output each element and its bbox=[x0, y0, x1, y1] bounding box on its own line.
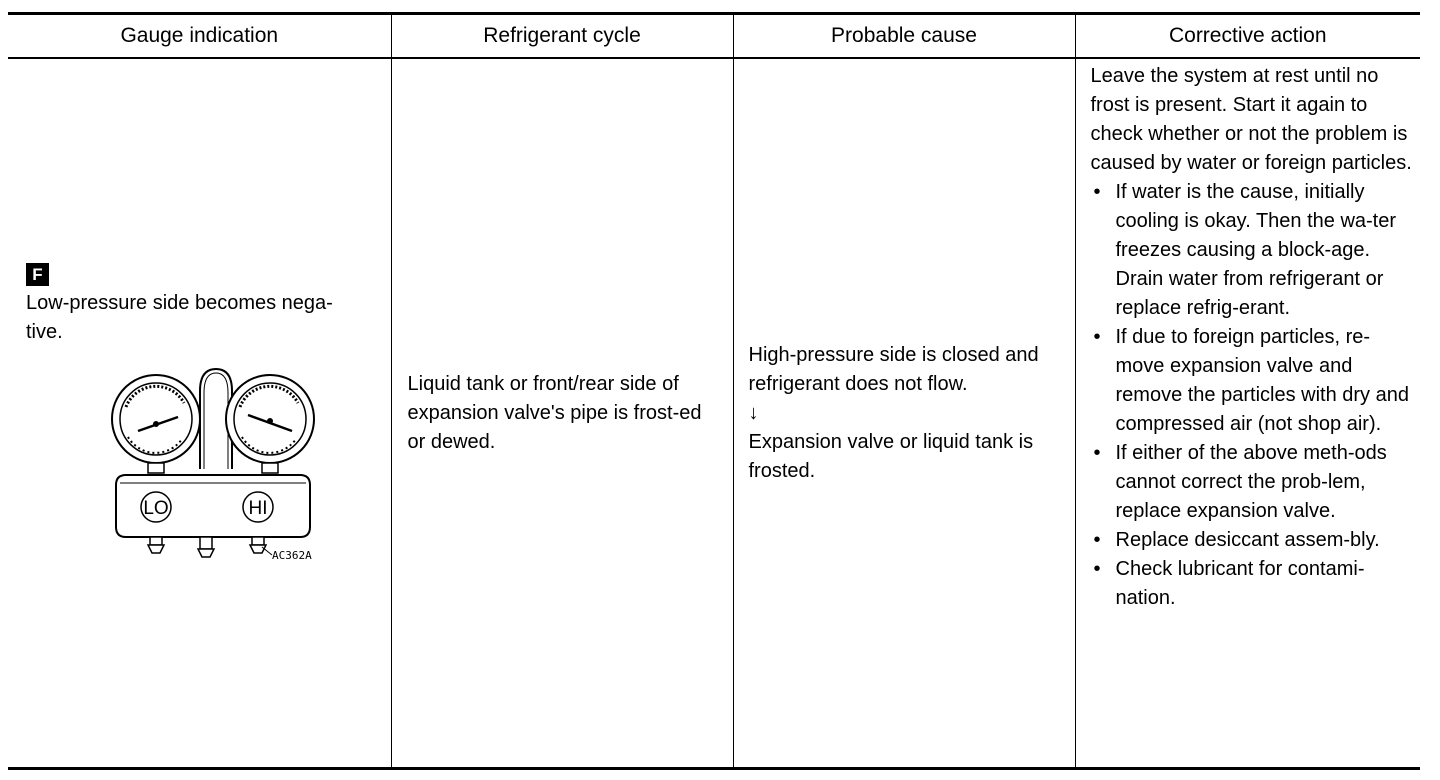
list-item: • Check lubricant for contami-nation. bbox=[1091, 555, 1413, 613]
case-badge: F bbox=[26, 263, 49, 286]
figure-code-label: AC362A bbox=[272, 549, 312, 562]
probable-cause-cell bbox=[733, 58, 1075, 769]
list-item: • Replace desiccant assem-bly. bbox=[1091, 526, 1413, 555]
header-gauge-indication: Gauge indication bbox=[8, 14, 391, 59]
list-item: • If either of the above meth-ods cannot correct the prob-lem, replace expansion valve. bbox=[1091, 439, 1413, 526]
list-item: • If water is the cause, initially cooling is okay. Then the wa-ter freezes causing a block-age. Drain water from refrigerant or replace refrig-erant. bbox=[1091, 178, 1413, 323]
table-row bbox=[8, 58, 1420, 769]
troubleshooting-table bbox=[8, 12, 1420, 770]
list-item: • If due to foreign particles, re-move expansion valve and remove the particles with dry and compressed air (not shop air). bbox=[1091, 323, 1413, 439]
high-pressure-gauge-icon bbox=[226, 375, 314, 473]
action-bullet-list bbox=[1091, 178, 1413, 613]
cause-line-2: Expansion valve or liquid tank is frosted. bbox=[748, 430, 1034, 482]
gauge-indication-text: Low-pressure side becomes nega- tive. bbox=[26, 292, 333, 343]
manifold-gauge-illustration bbox=[96, 351, 326, 566]
header-corrective-action: Corrective action bbox=[1075, 14, 1420, 59]
low-pressure-gauge-icon bbox=[112, 375, 200, 473]
header-refrigerant-cycle: Refrigerant cycle bbox=[391, 14, 733, 59]
corrective-action-cell bbox=[1075, 58, 1420, 769]
refrigerant-cycle-cell: Liquid tank or front/rear side of expansion valve's pipe is frost-ed or dewed. bbox=[391, 58, 733, 769]
action-intro: Leave the system at rest until no frost is present. Start it again to check whether or not the problem is caused by water or foreign particles. bbox=[1090, 65, 1412, 174]
header-row bbox=[8, 14, 1420, 59]
lo-gauge-label: LO bbox=[143, 498, 169, 519]
gauge-indication-cell bbox=[8, 58, 391, 769]
hi-gauge-label: HI bbox=[248, 498, 268, 519]
cause-line-1: High-pressure side is closed and refrigerant does not flow. bbox=[748, 343, 1039, 395]
down-arrow-icon: ↓ bbox=[748, 401, 759, 424]
header-probable-cause: Probable cause bbox=[733, 14, 1075, 59]
